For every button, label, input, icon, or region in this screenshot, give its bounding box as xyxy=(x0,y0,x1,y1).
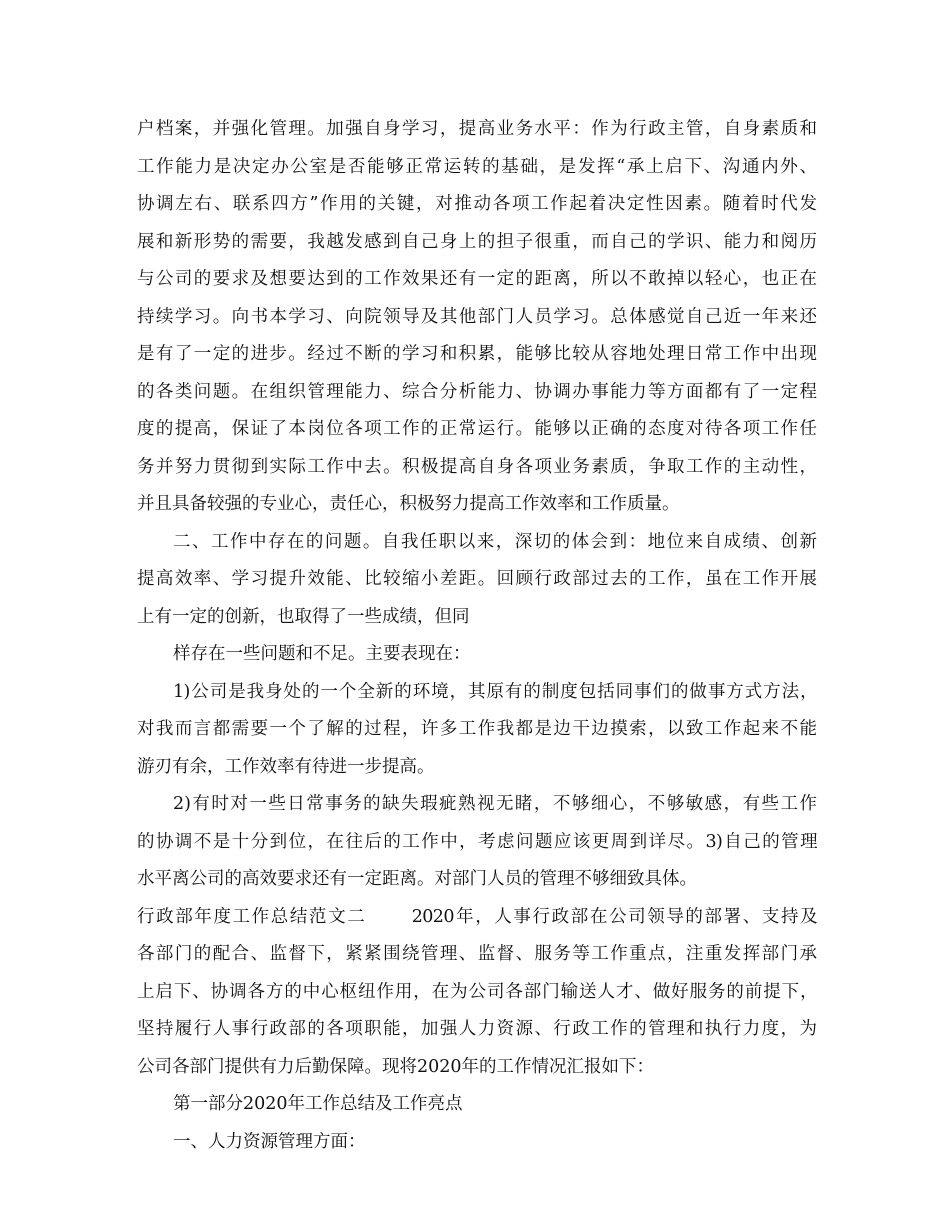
text-line: 样存在一些问题和不足。主要表现在： xyxy=(173,644,471,664)
text-line: 二、工作中存在的问题。自我任职以来，深切的体会到：地位来自成绩、创新 xyxy=(173,531,817,552)
text-line: 坚持履行人事行政部的各项职能，加强人力资源、行政工作的管理和执行力度，为 xyxy=(137,1019,817,1039)
text-line: 1)公司是我身处的一个全新的环境，其原有的制度包括同事们的做事方式方法， xyxy=(173,681,817,702)
text-line: 的协调不是十分到位，在往后的工作中，考虑问题应该更周到详尽。3)自己的管理 xyxy=(137,831,817,852)
text-line: 行政部年度工作总结范文二 2020年，人事行政部在公司领导的部署、支持及 xyxy=(137,906,817,927)
text-line: 提高效率、学习提升效能、比较缩小差距。回顾行政部过去的工作，虽在工作开展 xyxy=(137,569,817,589)
text-line: 是有了一定的进步。经过不断的学习和积累，能够比较从容地处理日常工作中出现 xyxy=(137,344,817,364)
text-line: 展和新形势的需要，我越发感到自己身上的担子很重，而自己的学识、能力和阅历 xyxy=(137,231,817,252)
text-line: 持续学习。向书本学习、向院领导及其他部门人员学习。总体感觉自己近一年来还 xyxy=(137,306,817,327)
text-line: 度的提高，保证了本岗位各项工作的正常运行。能够以正确的态度对待各项工作任 xyxy=(137,419,817,439)
text-line: 与公司的要求及想要达到的工作效果还有一定的距离，所以不敢掉以轻心，也正在 xyxy=(137,269,817,289)
text-line: 并且具备较强的专业心，责任心，积极努力提高工作效率和工作质量。 xyxy=(137,494,680,514)
text-line: 水平离公司的高效要求还有一定距离。对部门人员的管理不够细致具体。 xyxy=(137,869,697,889)
text-line: 务并努力贯彻到实际工作中去。积极提高自身各项业务素质，争取工作的主动性， xyxy=(137,456,817,477)
text-line: 上启下、协调各方的中心枢纽作用，在为公司各部门输送人才、做好服务的前提下， xyxy=(137,981,817,1002)
text-line: 户档案，并强化管理。加强自身学习，提高业务水平：作为行政主管，自身素质和 xyxy=(137,119,817,139)
text-line: 上有一定的创新，也取得了一些成绩，但同 xyxy=(137,606,470,627)
text-line: 各部门的配合、监督下，紧紧围绕管理、监督、服务等工作重点，注重发挥部门承 xyxy=(137,944,817,964)
text-line: 2)有时对一些日常事务的缺失瑕疵熟视无睹，不够细心，不够敏感，有些工作 xyxy=(173,794,817,814)
section-heading: 第一部分2020年工作总结及工作亮点 xyxy=(173,1094,463,1114)
text-line: 工作能力是决定办公室是否能够正常运转的基础，是发挥“承上启下、沟通内外、 xyxy=(137,156,817,177)
text-line: 的各类问题。在组织管理能力、综合分析能力、协调办事能力等方面都有了一定程 xyxy=(137,381,817,402)
text-line: 游刃有余，工作效率有待进一步提高。 xyxy=(137,756,435,777)
text-line: 对我而言都需要一个了解的过程，许多工作我都是边干边摸索，以致工作起来不能 xyxy=(137,719,817,739)
subsection-heading: 一、人力资源管理方面： xyxy=(173,1131,366,1152)
text-line: 公司各部门提供有力后勤保障。现将2020年的工作情况汇报如下： xyxy=(137,1056,655,1077)
text-line: 协调左右、联系四方”作用的关键，对推动各项工作起着决定性因素。随着时代发 xyxy=(137,194,817,214)
document-body xyxy=(137,111,817,1161)
